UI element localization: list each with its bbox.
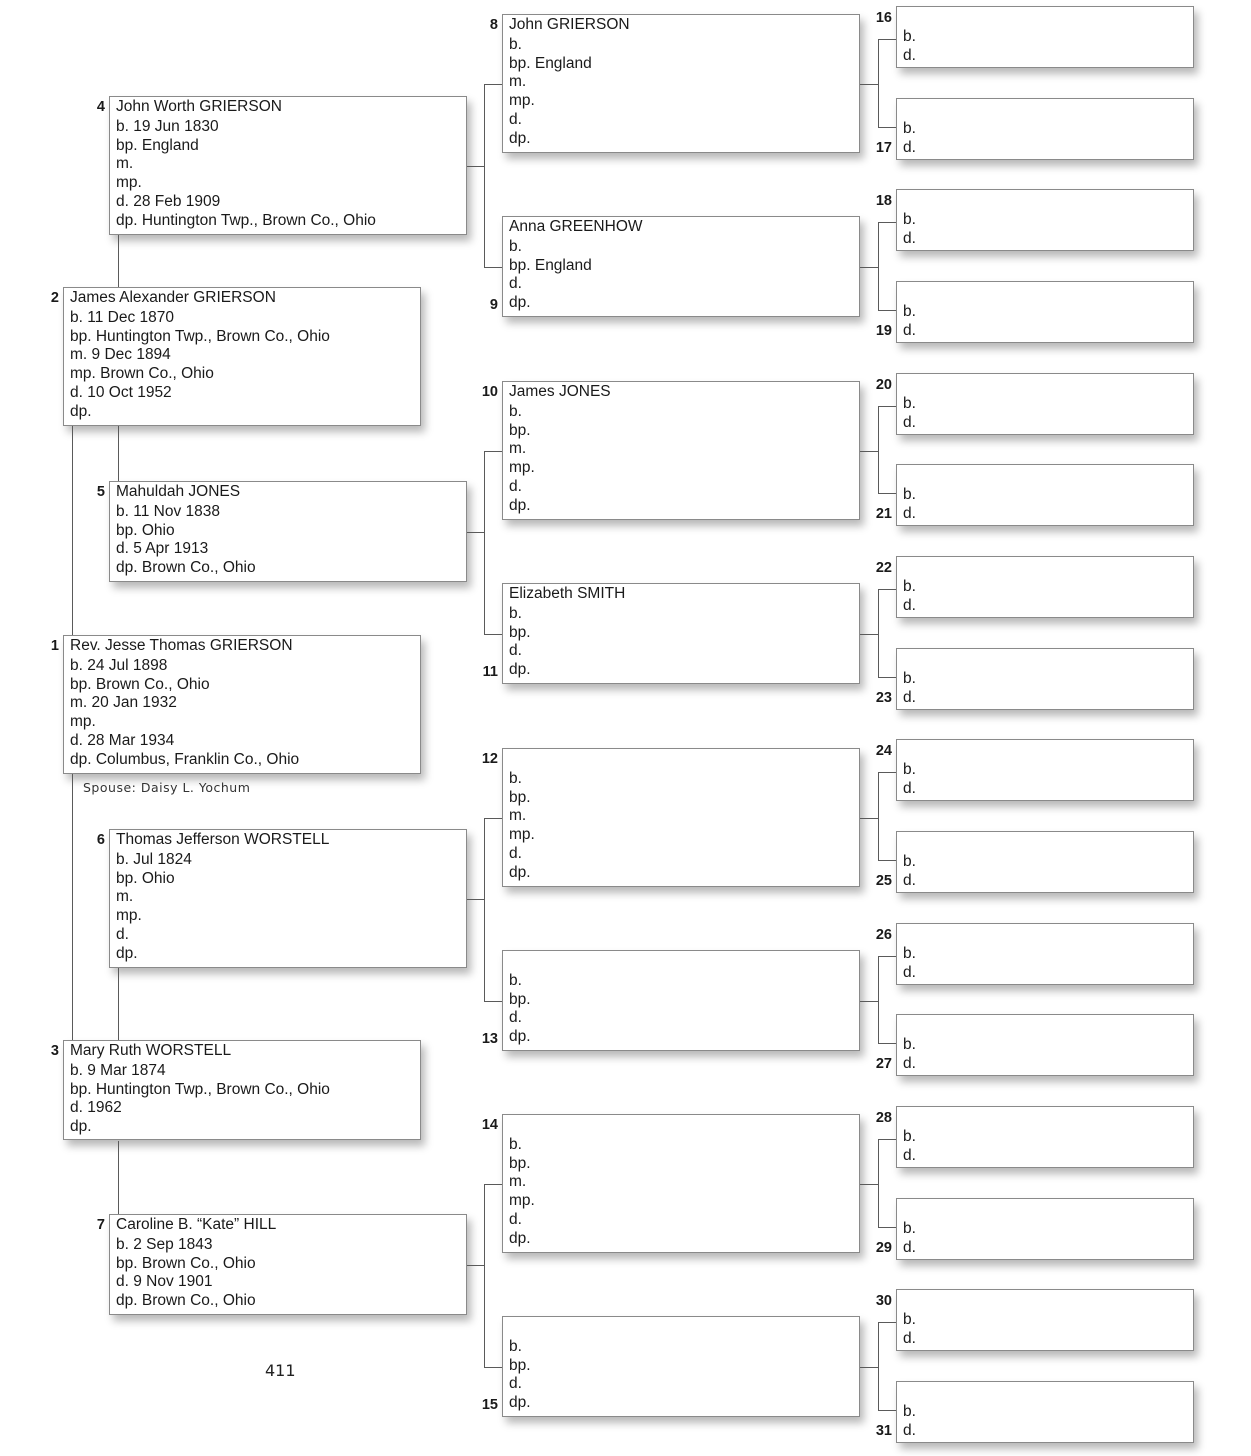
person-number: 12	[481, 751, 498, 767]
person-fact: d. 5 Apr 1913	[116, 540, 209, 558]
person-number: 24	[875, 743, 892, 759]
person-fact: bp.	[509, 990, 531, 1008]
person-fact: b.	[903, 578, 916, 595]
connector-line	[878, 39, 879, 128]
person-number: 31	[875, 1423, 892, 1439]
person-fact: bp.	[509, 623, 531, 641]
connector-line	[878, 677, 896, 678]
person-fact: mp. Brown Co., Ohio	[70, 365, 214, 383]
person-number: 17	[875, 140, 892, 156]
person-fact: bp.	[509, 1356, 531, 1374]
person-number: 8	[489, 17, 498, 33]
person-number: 18	[875, 193, 892, 209]
connector-line	[878, 589, 879, 678]
person-fact: m.	[509, 440, 527, 458]
person-fact: b.	[903, 1128, 916, 1145]
person-number: 10	[481, 384, 498, 400]
person-box[interactable]	[109, 96, 467, 235]
connector-line	[860, 1367, 878, 1368]
person-fact: d. 1962	[70, 1099, 122, 1117]
connector-line	[484, 451, 485, 635]
person-name: Thomas Jefferson WORSTELL	[116, 831, 330, 848]
person-fact: bp. Brown Co., Ohio	[116, 1254, 256, 1272]
person-box[interactable]	[502, 1316, 860, 1417]
person-fact: dp.	[70, 1118, 92, 1136]
person-number: 27	[875, 1056, 892, 1072]
person-fact: dp. Brown Co., Ohio	[116, 559, 256, 577]
person-fact: b.	[509, 402, 522, 420]
person-fact: dp.	[509, 1229, 531, 1247]
connector-line	[467, 532, 484, 533]
person-fact: b.	[509, 1135, 522, 1153]
connector-line	[467, 166, 484, 167]
person-fact: bp.	[509, 421, 531, 439]
person-box[interactable]	[896, 464, 1194, 526]
person-fact: b.	[903, 761, 916, 778]
person-fact: bp. Ohio	[116, 521, 175, 539]
person-fact: b.	[903, 395, 916, 412]
person-box[interactable]	[502, 583, 860, 684]
person-fact: d. 10 Oct 1952	[70, 383, 172, 401]
connector-line	[878, 1322, 879, 1411]
person-fact: d.	[509, 844, 522, 862]
connector-line	[484, 1001, 502, 1002]
person-number: 28	[875, 1110, 892, 1126]
person-number: 26	[875, 927, 892, 943]
person-box[interactable]	[63, 287, 421, 426]
person-number: 20	[875, 377, 892, 393]
person-fact: b.	[903, 28, 916, 45]
person-fact: d.	[903, 504, 916, 522]
person-fact: b.	[903, 120, 916, 137]
person-fact: d.	[903, 1238, 916, 1256]
person-fact: dp.	[509, 863, 531, 881]
connector-line	[878, 1322, 896, 1323]
person-fact: bp. England	[509, 54, 592, 72]
person-box[interactable]	[896, 739, 1194, 801]
person-fact: b.	[903, 670, 916, 687]
connector-line	[878, 127, 896, 128]
person-number: 3	[50, 1043, 59, 1059]
person-box[interactable]	[63, 1040, 421, 1140]
person-fact: bp.	[509, 1154, 531, 1172]
connector-line	[860, 267, 878, 268]
person-name: Mahuldah JONES	[116, 483, 241, 500]
person-fact: d.	[903, 596, 916, 614]
person-box[interactable]	[109, 829, 467, 968]
person-fact: bp. England	[116, 136, 199, 154]
person-fact: mp.	[509, 92, 535, 110]
connector-line	[878, 1139, 879, 1228]
person-fact: b.	[903, 1220, 916, 1237]
person-fact: d.	[903, 963, 916, 981]
person-box[interactable]	[896, 1106, 1194, 1168]
person-fact: bp. Ohio	[116, 869, 175, 887]
person-box[interactable]	[896, 281, 1194, 343]
person-fact: m.	[116, 155, 134, 173]
person-fact: b.	[903, 1311, 916, 1328]
connector-line	[118, 1141, 119, 1214]
person-fact: b.	[903, 853, 916, 870]
person-fact: b.	[509, 971, 522, 989]
person-fact: d.	[509, 642, 522, 660]
person-name: James JONES	[509, 383, 611, 400]
connector-line	[860, 1001, 878, 1002]
person-fact: d.	[903, 46, 916, 64]
person-fact: dp.	[70, 402, 92, 420]
person-fact: bp. Brown Co., Ohio	[70, 675, 210, 693]
person-box[interactable]	[502, 950, 860, 1051]
person-number: 30	[875, 1293, 892, 1309]
connector-line	[878, 860, 896, 861]
connector-line	[118, 968, 119, 1040]
person-box[interactable]	[896, 831, 1194, 893]
connector-line	[484, 84, 485, 268]
person-box[interactable]	[896, 373, 1194, 435]
connector-line	[484, 267, 502, 268]
connector-line	[484, 818, 485, 1002]
person-fact: d.	[116, 925, 129, 943]
person-name: Mary Ruth WORSTELL	[70, 1042, 232, 1059]
person-fact: d.	[509, 1210, 522, 1228]
connector-line	[878, 1043, 896, 1044]
person-name: James Alexander GRIERSON	[70, 289, 276, 306]
person-fact: dp. Columbus, Franklin Co., Ohio	[70, 750, 300, 768]
person-box[interactable]	[63, 635, 421, 774]
person-number: 6	[96, 832, 105, 848]
person-fact: d. 28 Mar 1934	[70, 731, 175, 749]
connector-line	[878, 772, 896, 773]
person-number: 2	[50, 290, 59, 306]
page-number: 411	[265, 1361, 296, 1380]
person-fact: bp.	[509, 788, 531, 806]
person-fact: mp.	[116, 907, 142, 925]
person-number: 14	[481, 1117, 498, 1133]
person-fact: d. 28 Feb 1909	[116, 192, 221, 210]
connector-line	[878, 222, 896, 223]
person-fact: b.	[903, 211, 916, 228]
person-fact: dp.	[509, 129, 531, 147]
person-number: 23	[875, 690, 892, 706]
connector-line	[878, 39, 896, 40]
person-fact: dp. Brown Co., Ohio	[116, 1292, 256, 1310]
person-fact: dp.	[116, 944, 138, 962]
person-fact: d.	[903, 1146, 916, 1164]
connector-line	[878, 222, 879, 311]
connector-line	[860, 818, 878, 819]
person-box[interactable]	[896, 556, 1194, 618]
person-fact: m.	[116, 888, 134, 906]
connector-line	[878, 956, 879, 1044]
connector-line	[860, 1184, 878, 1185]
person-box[interactable]	[896, 648, 1194, 710]
connector-line	[484, 451, 502, 452]
person-fact: b. 11 Dec 1870	[70, 308, 174, 326]
connector-line	[484, 1184, 485, 1368]
connector-line	[484, 1184, 502, 1185]
person-box[interactable]	[109, 1214, 467, 1315]
person-fact: bp. Huntington Twp., Brown Co., Ohio	[70, 1080, 330, 1098]
person-fact: d.	[903, 413, 916, 431]
person-fact: b.	[903, 945, 916, 962]
person-number: 15	[481, 1397, 498, 1413]
person-fact: b.	[509, 769, 522, 787]
person-name: Elizabeth SMITH	[509, 585, 626, 602]
person-number: 25	[875, 873, 892, 889]
person-box[interactable]	[896, 189, 1194, 251]
connector-line	[878, 493, 896, 494]
person-fact: b.	[509, 1337, 522, 1355]
person-fact: d.	[903, 229, 916, 247]
person-fact: d.	[903, 321, 916, 339]
person-box[interactable]	[896, 1014, 1194, 1076]
person-name: John Worth GRIERSON	[116, 98, 282, 115]
person-fact: mp.	[509, 1192, 535, 1210]
person-fact: d.	[903, 688, 916, 706]
person-fact: b. 11 Nov 1838	[116, 502, 220, 520]
person-fact: b. 19 Jun 1830	[116, 117, 219, 135]
person-number: 9	[489, 297, 498, 313]
person-fact: b. 24 Jul 1898	[70, 656, 168, 674]
person-name: Anna GREENHOW	[509, 218, 643, 235]
person-number: 4	[96, 99, 105, 115]
person-box[interactable]	[896, 98, 1194, 160]
person-fact: m.	[509, 73, 527, 91]
person-fact: d.	[509, 110, 522, 128]
person-number: 7	[96, 1217, 105, 1233]
person-fact: d.	[509, 1009, 522, 1027]
connector-line	[72, 426, 73, 635]
person-fact: b.	[903, 486, 916, 503]
person-fact: mp.	[70, 713, 96, 731]
person-number: 16	[875, 10, 892, 26]
person-fact: d.	[903, 1421, 916, 1439]
person-fact: bp. England	[509, 256, 592, 274]
connector-line	[484, 1367, 502, 1368]
person-box[interactable]	[896, 6, 1194, 68]
connector-line	[118, 235, 119, 287]
person-fact: mp.	[509, 459, 535, 477]
person-name	[509, 952, 859, 971]
person-fact: d.	[903, 1054, 916, 1072]
connector-line	[878, 1227, 896, 1228]
person-box[interactable]	[502, 1114, 860, 1253]
person-fact: b. Jul 1824	[116, 850, 192, 868]
connector-line	[878, 772, 879, 861]
connector-line	[484, 818, 502, 819]
person-fact: m. 9 Dec 1894	[70, 346, 171, 364]
connector-line	[878, 406, 879, 494]
person-number: 1	[50, 638, 59, 654]
person-number: 11	[482, 664, 498, 680]
person-fact: dp.	[509, 1394, 531, 1412]
person-fact: dp.	[509, 1028, 531, 1046]
person-number: 29	[875, 1240, 892, 1256]
connector-line	[860, 451, 878, 452]
person-fact: dp.	[509, 294, 531, 312]
person-fact: b. 9 Mar 1874	[70, 1061, 166, 1079]
connector-line	[878, 956, 896, 957]
person-number: 13	[481, 1031, 498, 1047]
person-fact: m. 20 Jan 1932	[70, 694, 177, 712]
connector-line	[72, 774, 73, 1040]
connector-line	[118, 426, 119, 481]
person-fact: b.	[903, 303, 916, 320]
person-box[interactable]	[502, 381, 860, 520]
person-fact: d.	[903, 871, 916, 889]
person-fact: b.	[903, 1036, 916, 1053]
person-fact: d.	[509, 1375, 522, 1393]
connector-line	[484, 634, 502, 635]
connector-line	[878, 589, 896, 590]
connector-line	[484, 84, 502, 85]
person-fact: d.	[509, 477, 522, 495]
person-fact: m.	[509, 1173, 527, 1191]
person-fact: bp. Huntington Twp., Brown Co., Ohio	[70, 327, 330, 345]
person-fact: mp.	[509, 826, 535, 844]
person-name	[509, 1116, 859, 1135]
connector-line	[860, 84, 878, 85]
person-box[interactable]	[502, 748, 860, 887]
person-number: 21	[875, 506, 892, 522]
person-number: 5	[96, 484, 105, 500]
person-fact: b.	[903, 1403, 916, 1420]
person-name: Rev. Jesse Thomas GRIERSON	[70, 637, 293, 654]
person-number: 22	[875, 560, 892, 576]
person-fact: b.	[509, 237, 522, 255]
person-name: John GRIERSON	[509, 16, 630, 33]
connector-line	[878, 1410, 896, 1411]
person-box[interactable]	[896, 923, 1194, 985]
person-box[interactable]	[502, 14, 860, 153]
person-fact: dp.	[509, 661, 531, 679]
person-fact: dp. Huntington Twp., Brown Co., Ohio	[116, 211, 376, 229]
person-fact: b. 2 Sep 1843	[116, 1235, 213, 1253]
connector-line	[860, 634, 878, 635]
person-box[interactable]	[896, 1289, 1194, 1351]
person-box[interactable]	[896, 1381, 1194, 1443]
connector-line	[467, 899, 484, 900]
person-fact: b.	[509, 604, 522, 622]
person-name	[509, 750, 859, 769]
person-fact: d.	[903, 779, 916, 797]
connector-line	[467, 1265, 484, 1266]
person-fact: b.	[509, 35, 522, 53]
person-fact: dp.	[509, 496, 531, 514]
connector-line	[878, 406, 896, 407]
person-fact: d. 9 Nov 1901	[116, 1273, 213, 1291]
connector-line	[878, 310, 896, 311]
person-box[interactable]	[896, 1198, 1194, 1260]
person-name: Caroline B. “Kate” HILL	[116, 1216, 277, 1233]
spouse-label: Spouse: Daisy L. Yochum	[83, 780, 251, 795]
person-fact: m.	[509, 807, 527, 825]
person-fact: d.	[509, 275, 522, 293]
person-fact: d.	[903, 1329, 916, 1347]
person-name	[509, 1318, 859, 1337]
person-fact: mp.	[116, 174, 142, 192]
person-box[interactable]	[502, 216, 860, 317]
person-fact: d.	[903, 138, 916, 156]
connector-line	[878, 1139, 896, 1140]
person-box[interactable]	[109, 481, 467, 582]
person-number: 19	[875, 323, 892, 339]
